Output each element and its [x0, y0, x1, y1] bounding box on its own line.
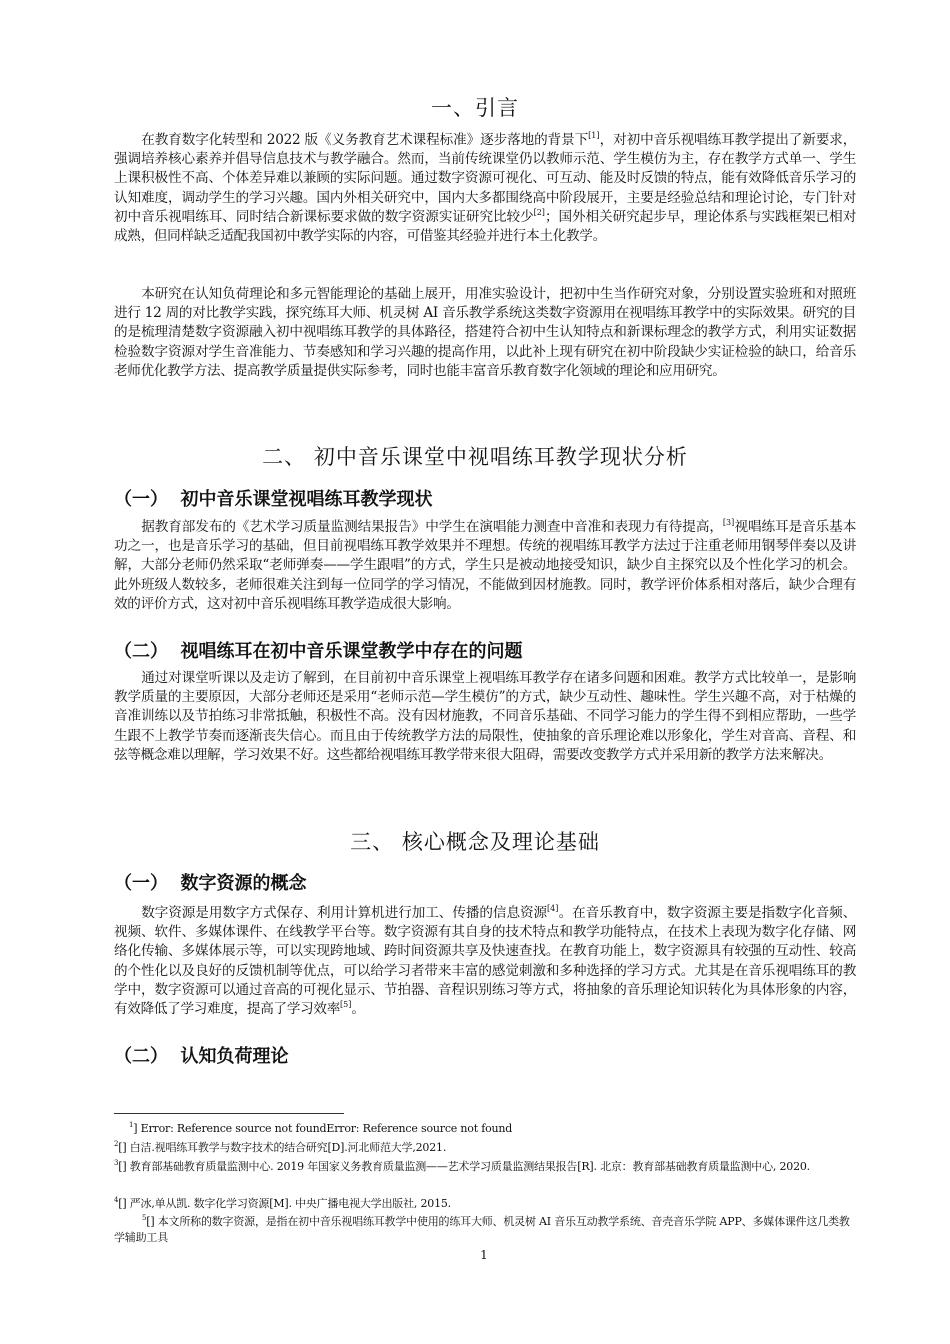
- citation-3: [3]: [722, 518, 735, 527]
- section-2-title: 二、 初中音乐课堂中视唱练耳教学现状分析: [262, 445, 688, 469]
- section-1-title: 一、引言: [431, 96, 519, 120]
- section-3-2-title: （二） 认知负荷理论: [114, 1046, 289, 1067]
- section-2-2-paragraph: 通过对课堂听课以及走访了解到，在目前初中音乐课堂上视唱练耳教学存在诸多问题和困难。教学方式比较单一，是影响教学质量的主要原因，大部分老师还是采用“老师示范—学生模仿”的方式，缺少互动性、趣味性。学生兴趣不高，对于枯燥的音准训练以及节拍练习非常抵触，积极性不高。没有因材施教，不同音乐基础、不同学习能力的学生得不到相应帮助，一些学生跟不上教学节奏而逐渐丧失信心。而且由于传统教学方法的局限性，使抽象的音乐理论难以形象化，学生对音高、音程、和弦等概念难以理解，学习效果不好。这些都给视唱练耳教学带来很大阻碍，需要改变教学方式并采用新的教学方法来解决。: [114, 670, 856, 763]
- text: 视唱练耳是音乐基本功之一，也是音乐学习的基础，但目前视唱练耳教学效果并不理想。传统的视唱练耳教学方法过于注重老师用钢琴伴奏以及讲解，大部分老师仍然采取“老师弹奏——学生跟唱”的方式，学生只是被动地接受知识，缺少自主探究以及个性化学习的机会。此外班级人数较多，老师很难关注到每一位同学的学习情况，不能做到因材施教。同时，教学评价体系相对落后，缺少合理有效的评价方式，这对初中音乐视唱练耳教学造成很大影响。: [114, 519, 856, 612]
- section-1-paragraph-2: 本研究在认知负荷理论和多元智能理论的基础上展开，用准实验设计，把初中生当作研究对象，分别设置实验班和对照班进行 12 周的对比教学实践，探究练耳大师、机灵树 AI 音乐教学系统这类数字资源用在视唱练耳教学中的实际效果。研究的目的是梳理清楚数字资源融入初中视唱练耳教学的具体路径，搭建符合初中生认知特点和新课标理念的教学方式，利用实证数据检验数字资源对学生音准能力、节奏感知和学习兴趣的提高作用，以此补上现有研究在初中阶段缺少实证检验的缺口，给音乐老师优化教学方法、提高教学质量提供实际参考，同时也能丰富音乐教育数字化领域的理论和应用研究。: [114, 286, 856, 379]
- footnote-separator: [114, 1113, 344, 1114]
- citation-1: [1]: [588, 131, 600, 140]
- footnote-mark: 1: [129, 1121, 134, 1129]
- footnote-4: [114, 1196, 856, 1212]
- footnote-1: [114, 1121, 856, 1137]
- text: 。: [351, 1001, 365, 1018]
- section-2-2-title: （二） 视唱练耳在初中音乐课堂教学中存在的问题: [114, 641, 523, 662]
- footnote-mark: 3: [114, 1159, 119, 1167]
- footnote-2: [114, 1140, 856, 1156]
- footnote-mark: 5: [142, 1214, 147, 1222]
- footnote-mark: 2: [114, 1140, 119, 1148]
- text: 据教育部发布的《艺术学习质量监测结果报告》中学生在演唱能力测查中音准和表现力有待提高，: [141, 519, 723, 535]
- footnote-text: [] 本文所称的数字资源，是指在初中音乐视唱练耳教学中使用的练耳大师、机灵树 AI 音乐互动教学系统、音壳音乐学院 APP、多媒体课件这几类教学辅助工具: [114, 1215, 850, 1244]
- citation-5: [5]: [340, 1000, 352, 1010]
- text: 数字资源是用数字方式保存、利用计算机进行加工、传播的信息资源: [141, 905, 548, 921]
- footnote-text: [] 教育部基础教育质量监测中心. 2019 年国家义务教育质量监测——艺术学习质量监测结果报告[R]. 北京：教育部基础教育质量监测中心, 2020.: [118, 1160, 810, 1173]
- page-number: 1: [480, 1248, 488, 1262]
- footnote-5: [114, 1214, 856, 1246]
- text: ；国外相关研究起步早，理论体系与实践框架已相对成熟，但同样缺乏适配我国初中教学实际的内容，可借鉴其经验并进行本土化教学。: [114, 208, 856, 245]
- section-3-1-paragraph: [114, 904, 856, 1019]
- section-1-paragraph-1: [114, 131, 856, 246]
- footnote-mark: 4: [114, 1196, 119, 1204]
- citation-2: [2]: [533, 207, 545, 217]
- citation-4: [4]: [547, 904, 559, 913]
- footnote-text: [] 严冰,单从凯. 数字化学习资源[M]. 中央广播电视大学出版社, 2015.: [118, 1197, 451, 1210]
- section-3-1-title: （一） 数字资源的概念: [114, 873, 307, 894]
- footnote-3: [114, 1159, 856, 1175]
- section-2-1-title: （一） 初中音乐课堂视唱练耳教学现状: [114, 489, 433, 510]
- text: ，对初中音乐视唱练耳教学提出了新要求，强调培养核心素养并倡导信息技术与教学融合。然而，当前传统课堂仍以教师示范、学生模仿为主，存在教学方式单一、学生上课积极性不高、个体差异难以兼顾的实际问题。通过数字资源可视化、可互动、能及时反馈的特点，能有效降低音乐学习的认知难度，调动学生的学习兴趣。国内外相关研究中，国内大多都围绕高中阶段展开，主要是经验总结和理论讨论，专门针对初中音乐视唱练耳、同时结合新课标要求做的数字资源实证研究比较少: [114, 132, 856, 225]
- section-3-title: 三、 核心概念及理论基础: [350, 830, 600, 854]
- footnote-text: [] 白洁.视唱练耳教学与数字技术的结合研究[D].河北师范大学,2021.: [118, 1141, 447, 1154]
- footnote-text: ] Error: Reference source not foundError: Reference source not found: [133, 1122, 513, 1135]
- section-2-1-paragraph: [114, 518, 856, 614]
- text: 。在音乐教育中，数字资源主要是指数字化音频、视频、软件、多媒体课件、在线教学平台等。数字资源有其自身的技术特点和教学功能特点，在技术上表现为数字化存储、网络化传输、多媒体展示等，可以实现跨地域、跨时间资源共享及快速查找。在教育功能上，数字资源具有较强的互动性、较高的个性化以及良好的反馈机制等优点，可以给学习者带来丰富的感觉刺激和多种选择的学习方式。尤其是在音乐视唱练耳的教学中，数字资源可以通过音高的可视化显示、节拍器、音程识别练习等方式，将抽象的音乐理论知识转化为具体形象的内容，有效降低了学习难度，提高了学习效率: [114, 905, 856, 1018]
- text: 在教育数字化转型和 2022 版《义务教育艺术课程标准》逐步落地的背景下: [141, 132, 589, 148]
